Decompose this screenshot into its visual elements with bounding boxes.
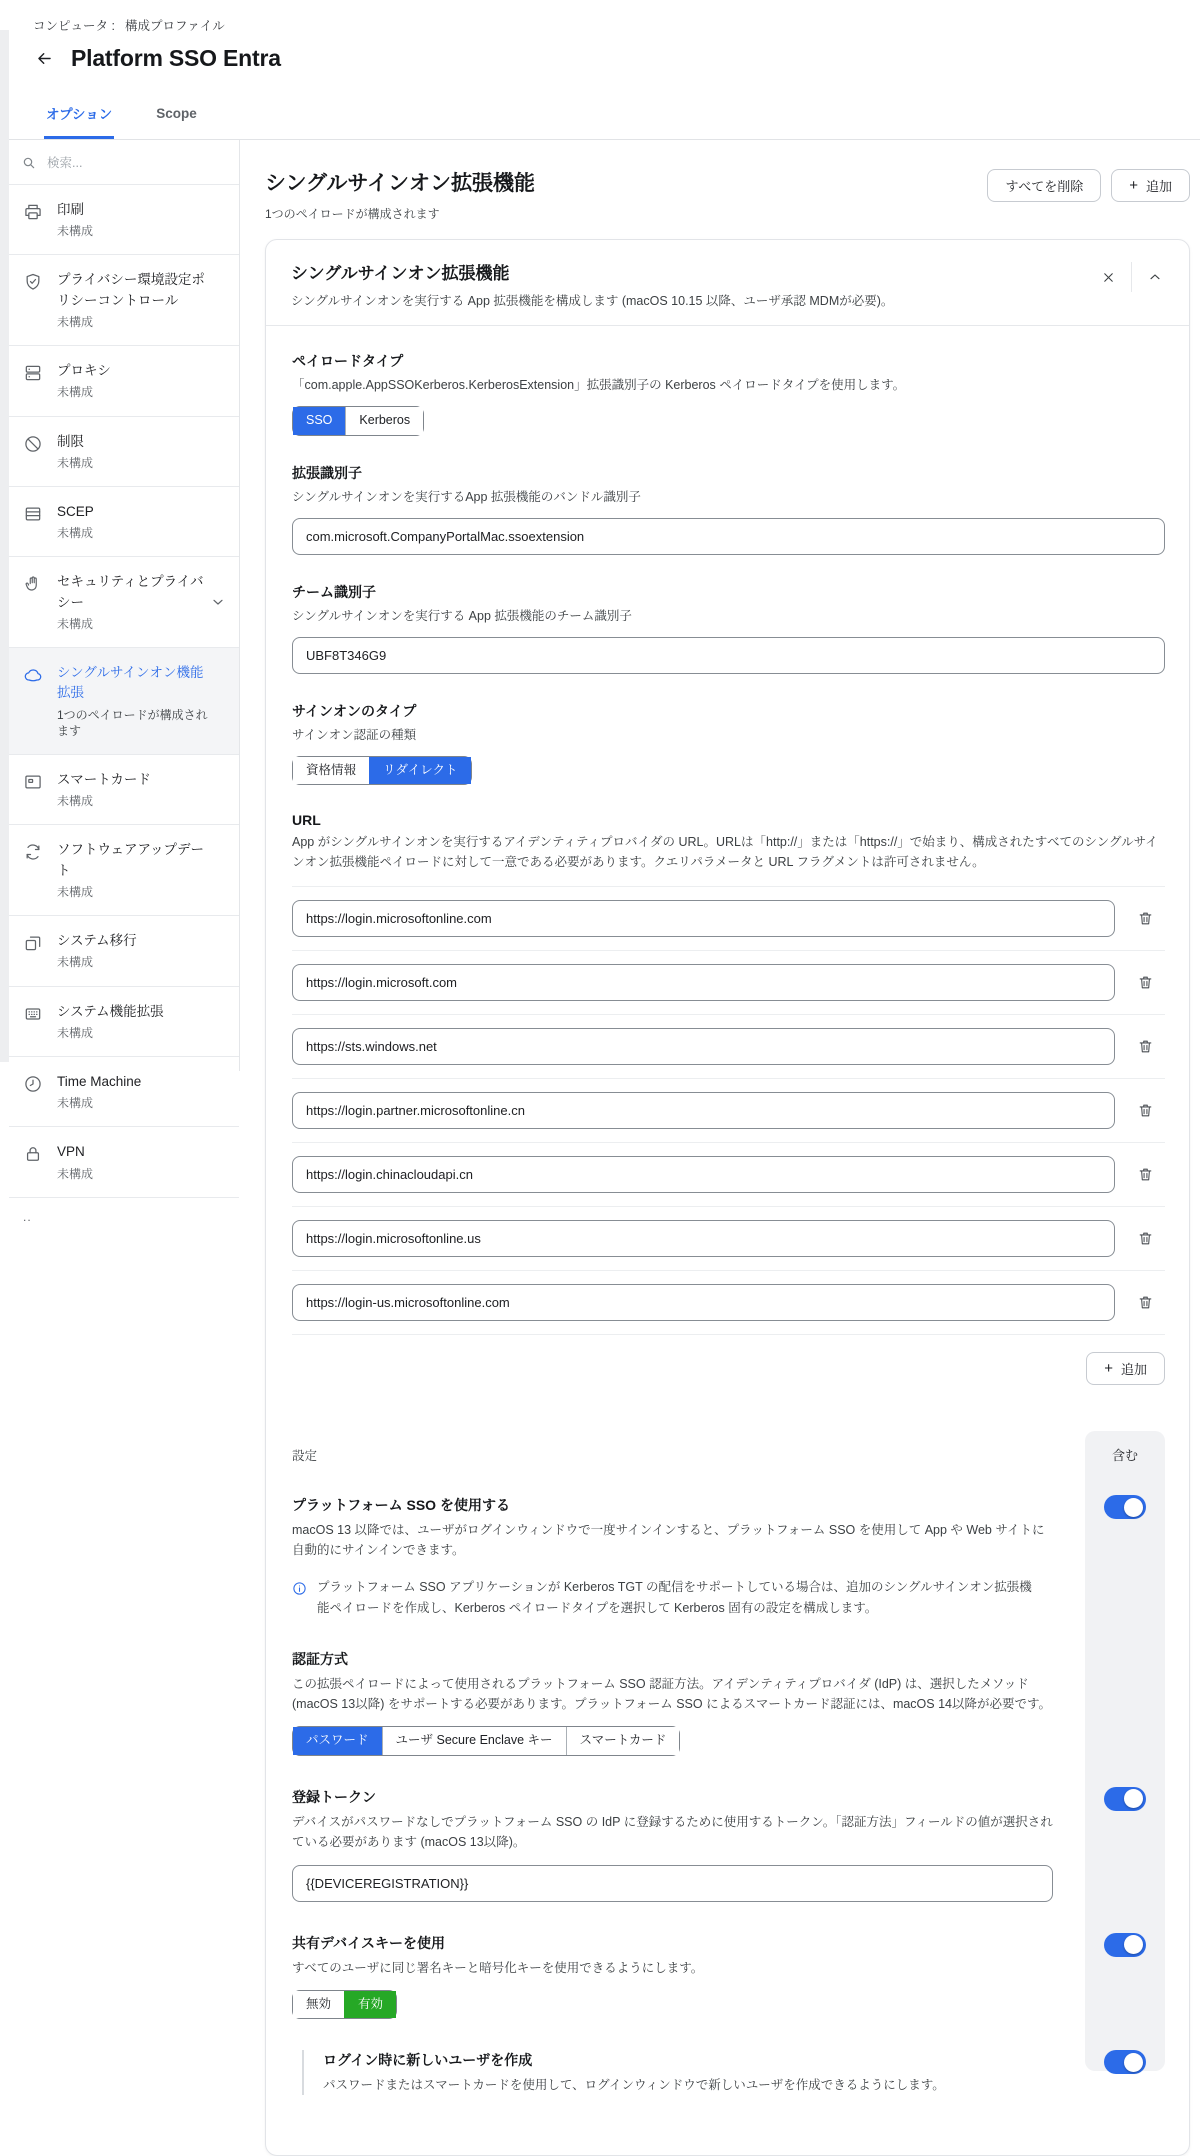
extension-id-input[interactable] bbox=[292, 518, 1165, 555]
card-description: シングルサインオンを実行する App 拡張機能を構成します (macOS 10.15 以降、ユーザ承認 MDMが必要)。 bbox=[291, 294, 894, 308]
payload-sidebar bbox=[9, 140, 240, 1224]
payload-type-section bbox=[292, 351, 1165, 436]
segment-enabled[interactable]: 有効 bbox=[344, 1991, 396, 2019]
status-text: 1つのペイロードが構成されます bbox=[57, 707, 208, 738]
prohibited-icon bbox=[23, 434, 43, 454]
proxy-server-icon bbox=[23, 363, 43, 383]
delete-url-button[interactable] bbox=[1125, 1030, 1165, 1064]
delete-url-button[interactable] bbox=[1125, 966, 1165, 1000]
segment-disabled[interactable]: 無効 bbox=[293, 1991, 344, 2019]
platform-sso-toggle[interactable] bbox=[1104, 1495, 1146, 1519]
clock-icon bbox=[23, 1074, 43, 1094]
status-text: 未構成 bbox=[57, 616, 94, 631]
url-input[interactable] bbox=[292, 1284, 1115, 1321]
delete-url-button[interactable] bbox=[1125, 1094, 1165, 1128]
setting-create-user: ログイン時に新しいユーザを作成 パスワードまたはスマートカードを使用して、ログインウィンドウで新しいユーザを作成できるようにします。 bbox=[302, 2050, 1165, 2095]
hand-security-icon bbox=[23, 574, 43, 594]
profile-title: Platform SSO Entra bbox=[71, 45, 281, 71]
sidebar-item-restrictions[interactable]: 制限 未構成 bbox=[9, 417, 239, 487]
lock-icon bbox=[23, 1144, 43, 1164]
status-text: 未構成 bbox=[57, 455, 94, 470]
payload-type-segmented bbox=[292, 406, 424, 436]
migration-icon bbox=[23, 933, 43, 953]
tab-bar bbox=[0, 93, 1200, 140]
status-text: 未構成 bbox=[57, 1166, 94, 1181]
chevron-up-icon bbox=[1147, 269, 1163, 285]
signon-type-title: サインオンのタイプ bbox=[292, 702, 417, 719]
payload-type-title: ペイロードタイプ bbox=[292, 353, 404, 369]
remove-payload-button[interactable] bbox=[1090, 261, 1126, 293]
delete-url-button[interactable] bbox=[1125, 902, 1165, 936]
back-button[interactable] bbox=[33, 47, 56, 70]
segment-password[interactable]: パスワード bbox=[293, 1727, 382, 1755]
plus-icon: + bbox=[1104, 1360, 1113, 1377]
status-text: 未構成 bbox=[57, 224, 94, 239]
close-icon bbox=[1101, 270, 1116, 285]
status-text: 未構成 bbox=[57, 385, 94, 400]
system-extension-icon bbox=[23, 1004, 43, 1024]
status-text: 未構成 bbox=[57, 884, 94, 899]
url-row bbox=[292, 1206, 1165, 1270]
status-text: 未構成 bbox=[57, 526, 94, 541]
sidebar-item-proxy[interactable]: プロキシ 未構成 bbox=[9, 346, 239, 416]
arrow-left-icon bbox=[35, 49, 54, 68]
segment-redirect[interactable]: リダイレクト bbox=[369, 757, 471, 785]
segment-credential[interactable]: 資格情報 bbox=[293, 757, 369, 785]
sso-cloud-icon bbox=[23, 665, 43, 685]
url-row bbox=[292, 950, 1165, 1014]
segment-secure-enclave[interactable]: ユーザ Secure Enclave キー bbox=[382, 1727, 566, 1755]
collapse-payload-button[interactable] bbox=[1137, 261, 1173, 293]
info-icon bbox=[292, 1581, 307, 1618]
kerberos-note bbox=[292, 1577, 1165, 1618]
tab-scope[interactable]: Scope bbox=[154, 93, 199, 139]
left-gutter bbox=[0, 30, 9, 1062]
url-section bbox=[292, 812, 1165, 1385]
plus-icon: + bbox=[1129, 177, 1138, 194]
registration-token-input[interactable] bbox=[292, 1865, 1053, 1902]
status-text: 未構成 bbox=[57, 314, 94, 329]
settings-label: 設定 bbox=[292, 1449, 318, 1463]
sidebar-item-time-machine[interactable]: Time Machine 未構成 bbox=[9, 1057, 239, 1127]
shared-device-key-toggle[interactable] bbox=[1104, 1933, 1146, 1957]
breadcrumb-section[interactable]: コンピュータ : bbox=[33, 19, 115, 33]
search-input[interactable] bbox=[47, 156, 227, 170]
smart-card-icon bbox=[23, 772, 43, 792]
breadcrumb bbox=[33, 16, 1200, 34]
team-id-section bbox=[292, 582, 1165, 674]
url-input[interactable] bbox=[292, 1220, 1115, 1257]
sidebar-item-privacy-preferences[interactable]: プライバシー環境設定ポリシーコントロール 未構成 bbox=[9, 255, 239, 346]
trash-icon bbox=[1137, 1294, 1154, 1311]
trash-icon bbox=[1137, 1102, 1154, 1119]
auth-method-segmented bbox=[292, 1726, 680, 1756]
sidebar-item-smart-card[interactable]: スマートカード 未構成 bbox=[9, 755, 239, 825]
setting-registration-token: 登録トークン デバイスがパスワードなしでプラットフォーム SSO の IdP に登録するために使用するトークン。「認証方法」フィールドの値が選択されている必要があります (macOS 13以降)。 {{DEVICEREGISTRATION}} bbox=[292, 1787, 1165, 1902]
add-url-button[interactable]: + 追加 bbox=[1086, 1352, 1165, 1385]
card-title: シングルサインオン拡張機能 bbox=[291, 264, 510, 283]
certificate-list-icon bbox=[23, 504, 43, 524]
trash-icon bbox=[1137, 910, 1154, 927]
url-description: App がシングルサインオンを実行するアイデンティティプロバイダの URL。URLは「http://」または「https://」で始まり、構成されたすべてのシングルサインオン拡張機能ペイロードに対して一意である必要があります。クエリパラメータと URL フラグメントは許可されません。 bbox=[292, 835, 1158, 869]
url-row bbox=[292, 886, 1165, 950]
page-title: シングルサインオン拡張機能 bbox=[265, 172, 535, 195]
url-input[interactable] bbox=[292, 1028, 1115, 1065]
setting-auth-method: 認証方式 この拡張ペイロードによって使用されるプラットフォーム SSO 認証方法。アイデンティティプロバイダ (IdP) は、選択したメソッド (macOS 13以降) をサポートする必要があります。プラットフォーム SSO によるスマートカード認証には、macOS 14以降が必要です。 パスワード ユーザ Secure Enclave キー スマートカード bbox=[292, 1649, 1165, 1756]
chevron-down-icon[interactable] bbox=[210, 594, 226, 610]
url-title: URL bbox=[292, 812, 321, 828]
url-input[interactable] bbox=[292, 900, 1115, 937]
team-id-description: シングルサインオンを実行する App 拡張機能のチーム識別子 bbox=[292, 608, 632, 623]
sidebar-search bbox=[9, 140, 239, 185]
url-row bbox=[292, 1078, 1165, 1142]
refresh-icon bbox=[23, 842, 43, 862]
signon-type-description: サインオン認証の種類 bbox=[292, 727, 417, 742]
settings-area bbox=[292, 1431, 1165, 2095]
setting-platform-sso: プラットフォーム SSO を使用する macOS 13 以降では、ユーザがログインウィンドウで一度サインインすると、プラットフォーム SSO を使用して App や Web サイトに自動的にサインインできます。 bbox=[292, 1495, 1165, 1560]
delete-url-button[interactable] bbox=[1125, 1158, 1165, 1192]
include-header: 含む bbox=[1111, 1448, 1138, 1463]
sso-payload-card bbox=[265, 239, 1190, 2156]
main-panel bbox=[240, 140, 1200, 2156]
shield-check-icon bbox=[23, 272, 43, 292]
segment-sso[interactable]: SSO bbox=[293, 407, 345, 435]
sidebar-item-vpn[interactable]: VPN 未構成 bbox=[9, 1127, 239, 1197]
search-icon bbox=[21, 155, 37, 171]
printer-icon bbox=[23, 202, 43, 222]
tab-options[interactable]: オプション bbox=[44, 93, 114, 139]
sidebar-item-scep[interactable]: SCEP 未構成 bbox=[9, 487, 239, 557]
sidebar-item-system-extensions[interactable]: システム機能拡張 未構成 bbox=[9, 987, 239, 1057]
trash-icon bbox=[1137, 1038, 1154, 1055]
sidebar-item-system-migration[interactable]: システム移行 未構成 bbox=[9, 916, 239, 986]
sidebar-item-print[interactable]: 印刷 未構成 bbox=[9, 185, 239, 255]
segment-kerberos[interactable]: Kerberos bbox=[345, 407, 423, 435]
status-text: 未構成 bbox=[57, 794, 94, 809]
sidebar-item-sso-extension[interactable]: シングルサインオン機能拡張 1つのペイロードが構成されます bbox=[9, 648, 239, 755]
team-id-input[interactable] bbox=[292, 637, 1165, 674]
segment-smart-card[interactable]: スマートカード bbox=[566, 1727, 680, 1755]
delete-url-button[interactable] bbox=[1125, 1222, 1165, 1256]
trash-icon bbox=[1137, 1166, 1154, 1183]
breadcrumb-page[interactable]: 構成プロファイル bbox=[124, 19, 225, 33]
app-header bbox=[0, 0, 1200, 72]
url-row bbox=[292, 1014, 1165, 1078]
url-row bbox=[292, 1270, 1165, 1334]
shared-device-key-segmented bbox=[292, 1990, 397, 2020]
create-user-toggle[interactable] bbox=[1104, 2050, 1146, 2074]
registration-token-toggle[interactable] bbox=[1104, 1787, 1146, 1811]
payload-type-description: 「com.apple.AppSSOKerberos.KerberosExtension」拡張識別子の Kerberos ペイロードタイプを使用します。 bbox=[292, 378, 906, 392]
status-text: 未構成 bbox=[57, 1096, 94, 1111]
extension-id-section bbox=[292, 463, 1165, 555]
note-text: プラットフォーム SSO アプリケーションが Kerberos TGT の配信をサポートしている場合は、追加のシングルサインオン拡張機能ペイロードを作成し、Kerberos ペイロードタイプを選択して Kerberos 固有の設定を構成します。 bbox=[317, 1580, 1032, 1615]
divider bbox=[1131, 262, 1132, 292]
url-input[interactable] bbox=[292, 1156, 1115, 1193]
delete-all-button[interactable]: すべてを削除 bbox=[987, 169, 1101, 202]
status-text: 未構成 bbox=[57, 1025, 94, 1040]
trash-icon bbox=[1137, 1230, 1154, 1247]
page-subtitle: 1つのペイロードが構成されます bbox=[265, 207, 440, 221]
extension-id-title: 拡張識別子 bbox=[292, 464, 362, 481]
sidebar-item-security-privacy[interactable]: セキュリティとプライバシー 未構成 bbox=[9, 557, 239, 648]
signon-type-section bbox=[292, 701, 1165, 786]
sidebar-item-partial[interactable]: .. bbox=[23, 1209, 32, 1224]
extension-id-description: シングルサインオンを実行するApp 拡張機能のバンドル識別子 bbox=[292, 489, 641, 504]
delete-url-button[interactable] bbox=[1125, 1286, 1165, 1320]
signon-type-segmented bbox=[292, 756, 472, 786]
add-payload-button[interactable]: + 追加 bbox=[1111, 169, 1190, 202]
trash-icon bbox=[1137, 974, 1154, 991]
url-input[interactable] bbox=[292, 964, 1115, 1001]
setting-shared-device-key: 共有デバイスキーを使用 すべてのユーザに同じ署名キーと暗号化キーを使用できるようにします。 無効 有効 bbox=[292, 1933, 1165, 2020]
team-id-title: チーム識別子 bbox=[292, 583, 376, 600]
sidebar-item-software-update[interactable]: ソフトウェアアップデート 未構成 bbox=[9, 825, 239, 916]
status-text: 未構成 bbox=[57, 955, 94, 970]
url-row bbox=[292, 1142, 1165, 1206]
url-input[interactable] bbox=[292, 1092, 1115, 1129]
